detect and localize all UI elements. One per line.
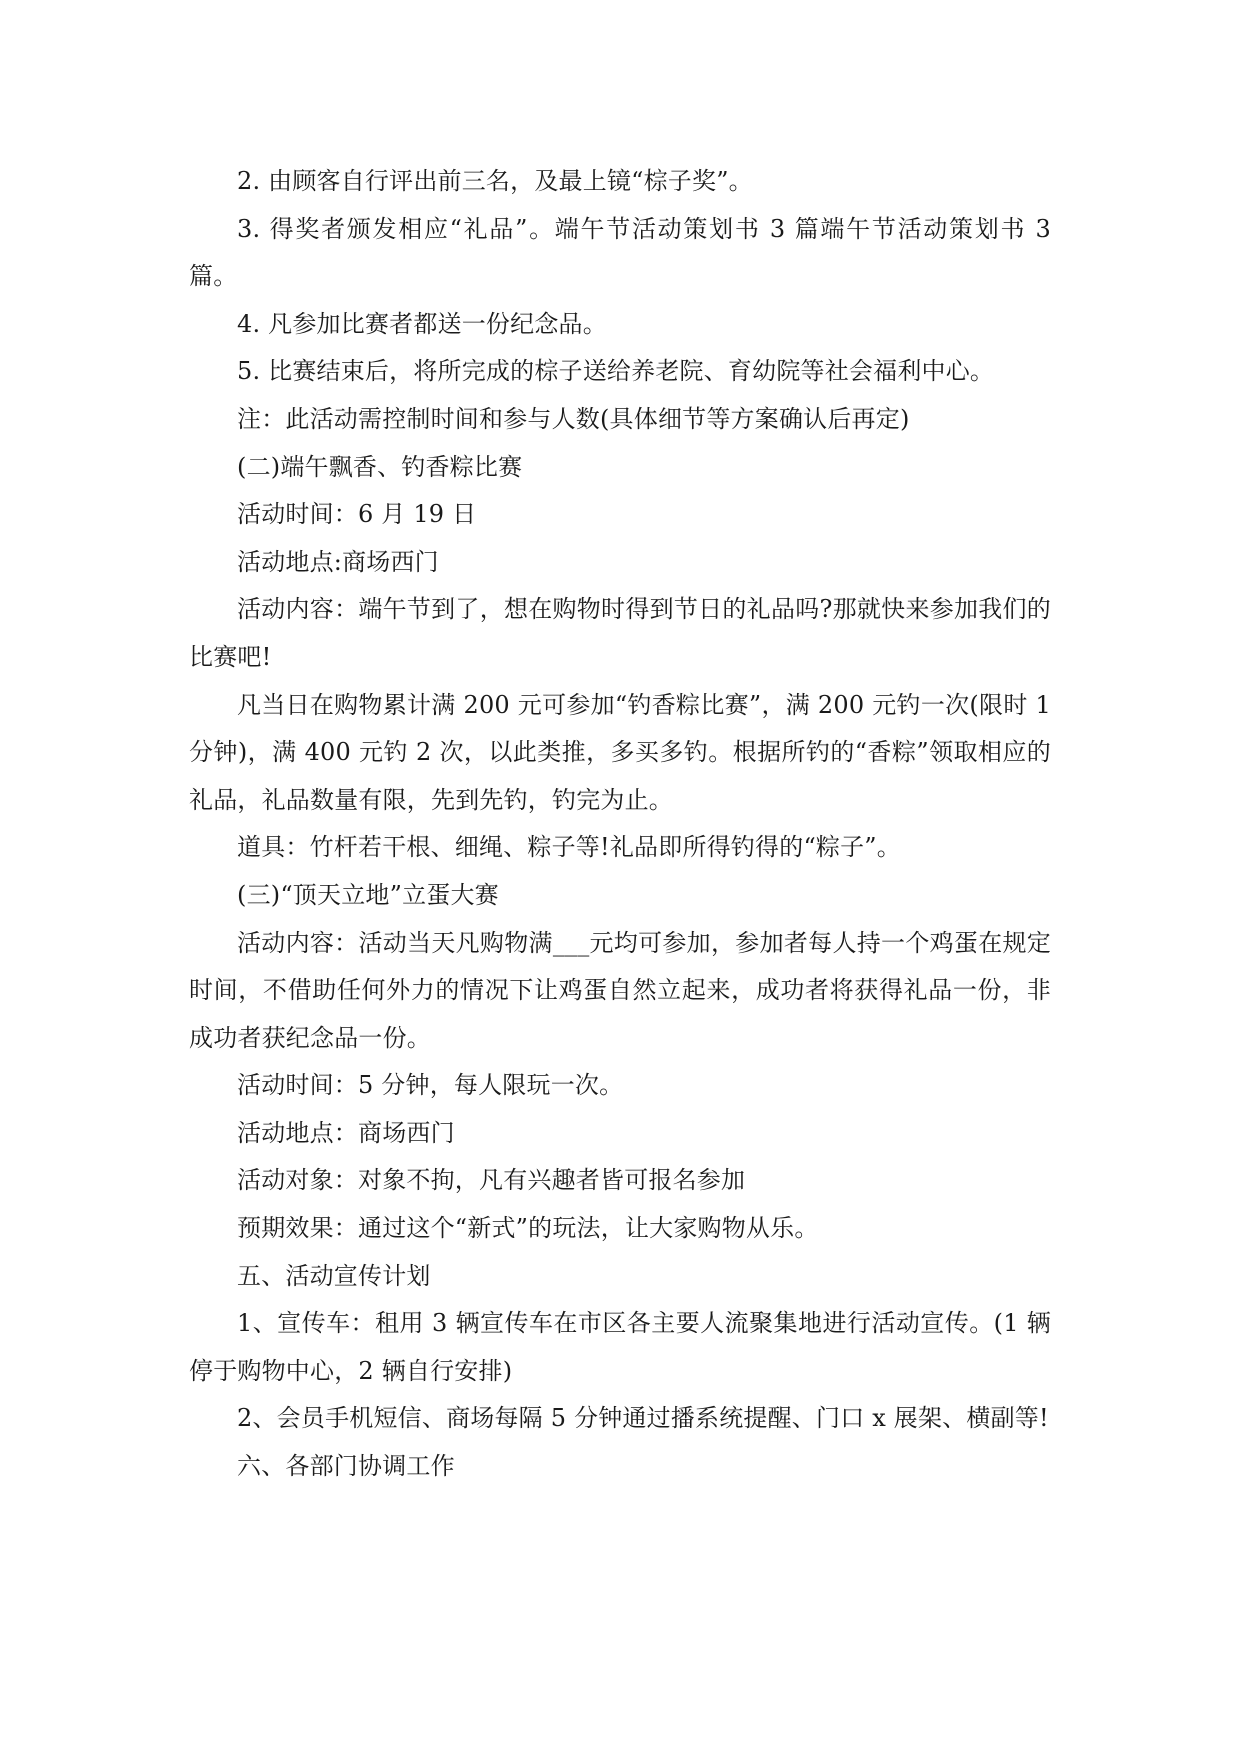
section-heading: (二)端午飘香、钓香粽比赛 xyxy=(237,452,523,481)
paragraph: 4. 凡参加比赛者都送一份纪念品。 xyxy=(237,309,607,338)
paragraph: 凡当日在购物累计满 200 元可参加“钓香粽比赛”，满 200 元钓一次(限时 1 分钟)，满 400 元钓 2 次，以此类推，多买多钓。根据所钓的“香粽”领取相应的礼品，礼品数量有限，先到先钓，钓完为止。 xyxy=(189,690,1051,814)
paragraph: 活动时间：5 分钟，每人限玩一次。 xyxy=(237,1071,624,1100)
paragraph: 注：此活动需控制时间和参与人数(具体细节等方案确认后再定) xyxy=(237,404,910,433)
section-heading: (三)“顶天立地”立蛋大赛 xyxy=(237,880,499,909)
paragraph: 2、会员手机短信、商场每隔 5 分钟通过播系统提醒、门口 x 展架、横副等! xyxy=(237,1404,1049,1433)
paragraph: 2. 由顾客自行评出前三名，及最上镜“棕子奖”。 xyxy=(237,167,753,195)
paragraph: 3. 得奖者颁发相应“礼品”。端午节活动策划书 3 篇端午节活动策划书 3 篇。 xyxy=(189,214,1051,291)
paragraph: 道具：竹杆若干根、细绳、粽子等!礼品即所得钓得的“粽子”。 xyxy=(237,833,901,862)
paragraph: 活动内容：端午节到了，想在购物时得到节日的礼品吗?那就快来参加我们的比赛吧! xyxy=(189,595,1051,671)
paragraph: 活动地点：商场西门 xyxy=(237,1118,455,1147)
paragraph: 1、宣传车：租用 3 辆宣传车在市区各主要人流聚集地进行活动宣传。(1 辆停于购物中心，2 辆自行安排) xyxy=(189,1309,1051,1385)
document-body xyxy=(189,158,1051,1491)
paragraph: 活动内容：活动当天凡购物满___元均可参加，参加者每人持一个鸡蛋在规定时间，不借助任何外力的情况下让鸡蛋自然立起来，成功者将获得礼品一份，非成功者获纪念品一份。 xyxy=(189,928,1051,1052)
paragraph: 活动地点:商场西门 xyxy=(237,547,439,576)
section-heading: 五、活动宣传计划 xyxy=(237,1261,431,1290)
paragraph: 预期效果：通过这个“新式”的玩法，让大家购物从乐。 xyxy=(237,1214,819,1243)
paragraph: 活动对象：对象不拘，凡有兴趣者皆可报名参加 xyxy=(237,1166,746,1195)
paragraph: 活动时间：6 月 19 日 xyxy=(237,500,477,529)
section-heading: 六、各部门协调工作 xyxy=(237,1452,455,1481)
paragraph: 5. 比赛结束后，将所完成的棕子送给养老院、育幼院等社会福利中心。 xyxy=(237,357,995,386)
